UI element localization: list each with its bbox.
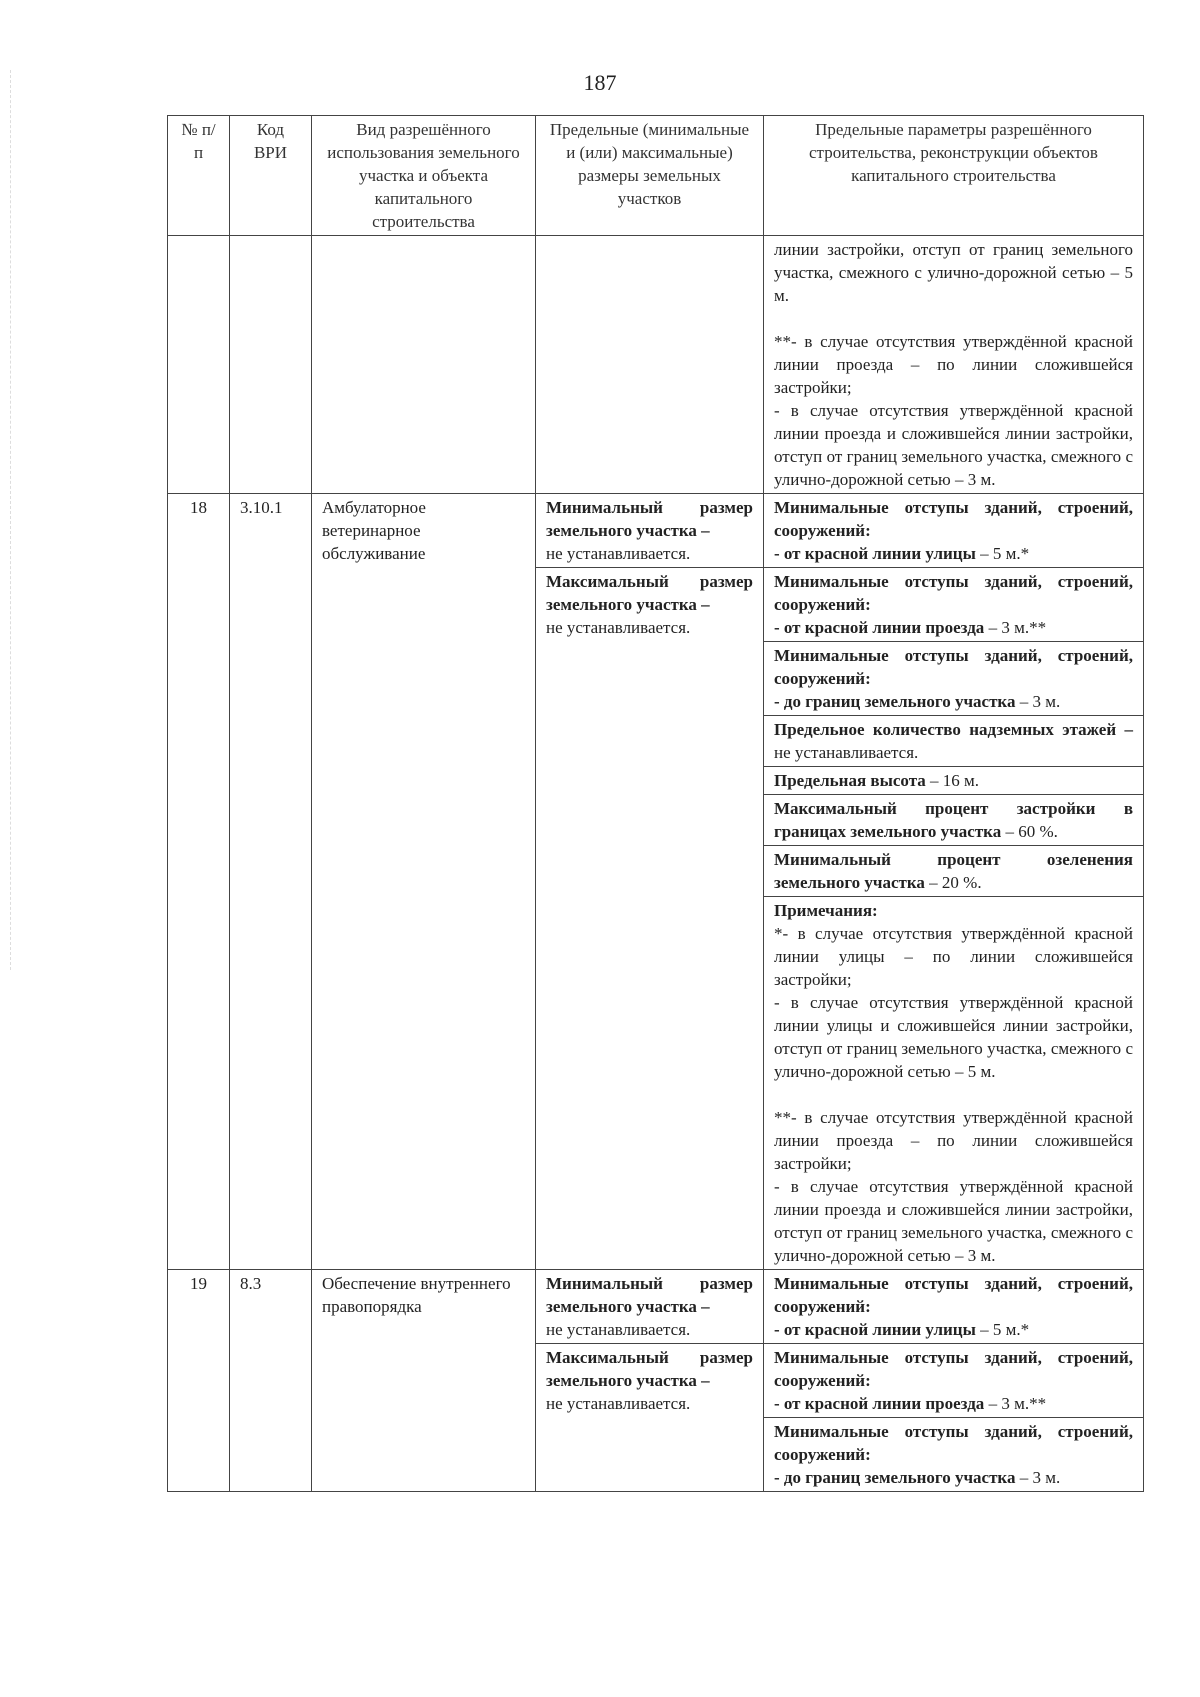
param-label: Предельная высота xyxy=(774,771,926,790)
cell-empty xyxy=(312,236,536,494)
param-label: Максимальный процент застройки в границах земельного участка xyxy=(774,799,1133,841)
note-text: - в случае отсутствия утверждённой красной линии улицы и сложившейся линии застройки, отступ от границ земельного участка, смежного с улично-дорожной сетью – 5 м. xyxy=(774,993,1133,1081)
param-setback-boundary xyxy=(764,1418,1144,1492)
param-value: – 3 м.** xyxy=(984,1394,1047,1413)
note-text: **- в случае отсутствия утверждённой красной линии проезда – по линии сложившейся застройки; xyxy=(774,1108,1133,1173)
param-line: - от красной линии проезда xyxy=(774,618,985,637)
notes-cell xyxy=(764,897,1144,1270)
min-size-label: Минимальный размер земельного участка – xyxy=(546,1274,753,1316)
param-coverage xyxy=(764,795,1144,846)
row-code: 3.10.1 xyxy=(230,494,312,1270)
header-code: Код ВРИ xyxy=(230,116,312,236)
param-head: Минимальные отступы зданий, строений, сооружений: xyxy=(774,572,1133,614)
header-sizes: Предельные (минимальные и (или) максимальные) размеры земельных участков xyxy=(536,116,764,236)
param-value: – 3 м. xyxy=(1015,1468,1061,1487)
table-row-18 xyxy=(168,494,1144,568)
param-value: – 5 м.* xyxy=(975,544,1030,563)
regulations-table xyxy=(167,115,1144,1492)
param-height xyxy=(764,767,1144,795)
param-line: - от красной линии улицы xyxy=(774,1320,976,1339)
param-setback-boundary xyxy=(764,642,1144,716)
row-num: 18 xyxy=(168,494,230,1270)
param-value: не устанавливается. xyxy=(774,743,919,762)
param-line: - от красной линии улицы xyxy=(774,544,976,563)
min-size-label: Минимальный размер земельного участка – xyxy=(546,498,753,540)
max-size-cell xyxy=(536,1344,764,1492)
max-size-cell xyxy=(536,568,764,1270)
row-code: 8.3 xyxy=(230,1270,312,1492)
min-size-value: не устанавливается. xyxy=(546,1320,691,1339)
param-line: - до границ земельного участка xyxy=(774,692,1016,711)
min-size-cell xyxy=(536,494,764,568)
param-value: – 60 %. xyxy=(1001,822,1058,841)
header-params: Предельные параметры разрешённого строительства, реконструкции объектов капитального строительства xyxy=(764,116,1144,236)
header-num: № п/п xyxy=(168,116,230,236)
param-label: Минимальный процент озеленения земельного участка xyxy=(774,850,1133,892)
param-value: – 20 %. xyxy=(924,873,982,892)
param-head: Минимальные отступы зданий, строений, сооружений: xyxy=(774,1348,1133,1390)
param-value: – 3 м.** xyxy=(984,618,1047,637)
param-greening xyxy=(764,846,1144,897)
param-value: – 3 м. xyxy=(1015,692,1061,711)
note-text: *- в случае отсутствия утверждённой красной линии улицы – по линии сложившейся застройки; xyxy=(774,924,1133,989)
row-num: 19 xyxy=(168,1270,230,1492)
max-size-label: Максимальный размер земельного участка – xyxy=(546,572,753,614)
note-text: - в случае отсутствия утверждённой красной линии проезда и сложившейся линии застройки, отступ от границ земельного участка, смежного с улично-дорожной сетью – 3 м. xyxy=(774,401,1133,489)
page-number: 187 xyxy=(583,70,617,95)
min-size-cell xyxy=(536,1270,764,1344)
param-label: Предельное количество надземных этажей – xyxy=(774,720,1133,739)
param-value: – 5 м.* xyxy=(975,1320,1030,1339)
max-size-value: не устанавливается. xyxy=(546,1394,691,1413)
param-head: Минимальные отступы зданий, строений, сооружений: xyxy=(774,1422,1133,1464)
continuation-notes xyxy=(764,236,1144,494)
note-text: **- в случае отсутствия утверждённой красной линии проезда – по линии сложившейся застройки; xyxy=(774,332,1133,397)
table-header-row xyxy=(168,116,1144,236)
table-row-19 xyxy=(168,1270,1144,1344)
cell-empty xyxy=(168,236,230,494)
min-size-value: не устанавливается. xyxy=(546,544,691,563)
param-line: - от красной линии проезда xyxy=(774,1394,985,1413)
param-line: - до границ земельного участка xyxy=(774,1468,1016,1487)
param-floors xyxy=(764,716,1144,767)
param-setback-driveway xyxy=(764,1344,1144,1418)
param-setback-street xyxy=(764,494,1144,568)
note-text: линии застройки, отступ от границ земельного участка, смежного с улично-дорожной сетью – 5 м. xyxy=(774,240,1133,305)
max-size-value: не устанавливается. xyxy=(546,618,691,637)
scan-margin-mark xyxy=(10,70,12,970)
max-size-label: Максимальный размер земельного участка – xyxy=(546,1348,753,1390)
cell-empty xyxy=(230,236,312,494)
param-setback-driveway xyxy=(764,568,1144,642)
table-row-continuation xyxy=(168,236,1144,494)
param-setback-street xyxy=(764,1270,1144,1344)
param-head: Минимальные отступы зданий, строений, сооружений: xyxy=(774,646,1133,688)
param-head: Минимальные отступы зданий, строений, сооружений: xyxy=(774,1274,1133,1316)
cell-empty xyxy=(536,236,764,494)
row-use: Амбулаторное ветеринарное обслуживание xyxy=(312,494,536,1270)
header-use: Вид разрешённого использования земельного участка и объекта капитального строительства xyxy=(312,116,536,236)
notes-title: Примечания: xyxy=(774,901,878,920)
row-use: Обеспечение внутреннего правопорядка xyxy=(312,1270,536,1492)
param-head: Минимальные отступы зданий, строений, сооружений: xyxy=(774,498,1133,540)
param-value: – 16 м. xyxy=(925,771,980,790)
note-text: - в случае отсутствия утверждённой красной линии проезда и сложившейся линии застройки, отступ от границ земельного участка, смежного с улично-дорожной сетью – 3 м. xyxy=(774,1177,1133,1265)
